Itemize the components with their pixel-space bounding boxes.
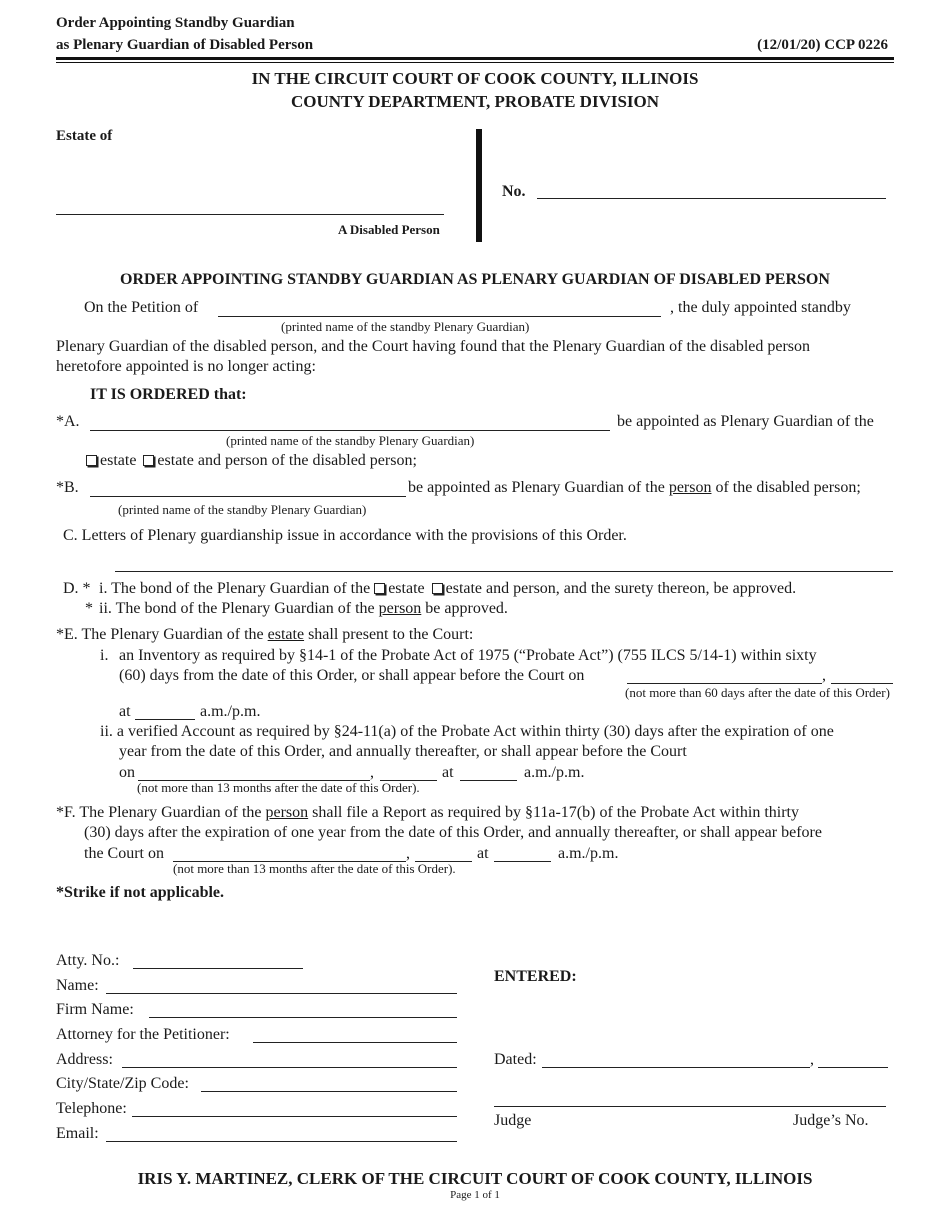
item-b-tail [408,479,861,497]
attorney-for-line[interactable] [253,1042,457,1043]
atty-no-label: Atty. No.: [56,952,120,969]
dated-label: Dated: [494,1051,537,1068]
bond-estate-label: estate [388,580,425,597]
inventory-time-line[interactable] [135,719,195,720]
item-d-ii [99,600,508,618]
item-b-name-line[interactable] [90,496,406,497]
item-c-line[interactable] [115,571,893,572]
petition-lead: On the Petition of [84,299,199,316]
petition-body-line1: Plenary Guardian of the disabled person, and the Court having found that the Plenary Guardian of the disabled person [56,338,811,355]
bond-estate-person-checkbox[interactable] [432,583,443,594]
account-time-line[interactable] [460,780,517,781]
disabled-person-label: A Disabled Person [338,222,440,237]
item-b-hint: (printed name of the standby Plenary Guardian) [118,502,367,517]
city-label: City/State/Zip Code: [56,1075,189,1092]
form-title-line2: as Plenary Guardian of Disabled Person [56,37,314,53]
item-e-ii-hint: (not more than 13 months after the date of this Order). [137,780,420,795]
item-d-label: D. * [63,580,91,597]
item-e-i-at: at [119,703,131,720]
petitioner-name-line[interactable] [218,316,661,317]
item-a-hint: (printed name of the standby Plenary Guardian) [226,433,475,448]
item-b-tail-post: of the disabled person; [715,479,861,496]
attorney-for-label: Attorney for the Petitioner: [56,1026,230,1043]
case-no-label: No. [502,183,526,200]
item-e-ii-line1: ii. a verified Account as required by §24-11(a) of the Probate Act within thirty (30) days after the expiration of one [100,723,834,740]
item-e-ii-line2: year from the date of this Order, and annually thereafter, or shall appear before the Court [119,743,687,760]
item-e-i-ampm: a.m./p.m. [200,703,261,720]
item-a-name-line[interactable] [90,430,610,431]
item-e-i-hint: (not more than 60 days after the date of this Order) [625,685,890,700]
email-label: Email: [56,1125,99,1142]
item-a-label: *A. [56,413,80,430]
petitioner-hint: (printed name of the standby Plenary Guardian) [281,319,530,334]
name-line[interactable] [106,993,457,994]
court-name: IN THE CIRCUIT COURT OF COOK COUNTY, ILLINOIS [251,69,699,88]
item-d-i-post: estate and person, and the surety thereon, be approved. [445,580,797,597]
item-e-estate: estate [267,626,305,643]
report-time-line[interactable] [494,861,551,862]
address-line[interactable] [122,1067,457,1068]
inventory-year-line[interactable] [831,683,893,684]
case-no-line[interactable] [537,198,886,199]
item-a-options [86,452,417,470]
ordered-heading: IT IS ORDERED that: [90,386,247,403]
header-rule-thick [56,57,894,60]
inventory-date-line[interactable] [627,683,822,684]
city-line[interactable] [201,1091,457,1092]
caption-divider [476,129,482,242]
item-f-hint: (not more than 13 months after the date of this Order). [173,861,456,876]
item-d-i [99,580,796,598]
firm-label: Firm Name: [56,1001,134,1018]
estate-option-label: estate [100,452,137,469]
order-title: ORDER APPOINTING STANDBY GUARDIAN AS PLENARY GUARDIAN OF DISABLED PERSON [120,271,830,288]
item-e-pre: *E. The Plenary Guardian of the [56,626,264,643]
item-b-tail-pre: be appointed as Plenary Guardian of the [408,479,665,496]
item-f-at: at [477,845,489,862]
estate-person-option-label: estate and person of the disabled person; [157,452,417,469]
item-e-ii-ampm: a.m./p.m. [524,764,585,781]
email-line[interactable] [106,1141,457,1142]
form-title-line1: Order Appointing Standby Guardian [56,15,295,31]
item-a-tail: be appointed as Plenary Guardian of the [617,413,874,430]
item-e-ii-at: at [442,764,454,781]
item-e-i-line1: an Inventory as required by §14-1 of the Probate Act of 1975 (“Probate Act”) (755 ILCS 5/14-1) within sixty [119,647,817,664]
item-d-ii-label: * [85,600,93,617]
estate-person-checkbox[interactable] [143,455,154,466]
telephone-label: Telephone: [56,1100,127,1117]
court-division: COUNTY DEPARTMENT, PROBATE DIVISION [290,92,660,111]
petition-body-line2: heretofore appointed is no longer acting: [56,358,316,375]
telephone-line[interactable] [132,1116,457,1117]
page-number: Page 1 of 1 [450,1189,500,1201]
estate-of-label: Estate of [56,128,113,144]
estate-name-line[interactable] [56,214,444,215]
item-d-ii-person: person [378,600,422,617]
dated-year-line[interactable] [818,1067,888,1068]
item-b-person: person [668,479,712,496]
address-label: Address: [56,1051,113,1068]
item-f-person: person [265,804,309,821]
petition-tail: , the duly appointed standby [670,299,851,316]
dated-line[interactable] [542,1067,810,1068]
item-e-post: shall present to the Court: [308,626,474,643]
judge-signature-line[interactable] [494,1106,886,1107]
item-e-i-num: i. [100,647,109,664]
judge-label: Judge [494,1112,532,1129]
item-b-label: *B. [56,479,79,496]
name-label: Name: [56,977,99,994]
item-f-pre: *F. The Plenary Guardian of the [56,804,262,821]
item-e-label [56,626,473,644]
item-d-ii-pre: ii. The bond of the Plenary Guardian of the [99,600,375,617]
item-d-i-pre: i. The bond of the Plenary Guardian of the [99,580,371,597]
judge-no-label: Judge’s No. [793,1112,869,1129]
item-e-ii-on: on [119,764,135,781]
item-c: C. Letters of Plenary guardianship issue in accordance with the provisions of this Order. [63,527,627,544]
estate-checkbox[interactable] [86,455,97,466]
atty-no-line[interactable] [133,968,303,969]
clerk-footer: IRIS Y. MARTINEZ, CLERK OF THE CIRCUIT COURT OF COOK COUNTY, ILLINOIS [137,1169,813,1188]
item-f-post: shall file a Report as required by §11a-17(b) of the Probate Act within thirty [312,804,799,821]
item-d-ii-post: be approved. [425,600,508,617]
header-rule-thin [56,62,894,63]
entered-label: ENTERED: [494,968,577,985]
form-code: (12/01/20) CCP 0226 [757,37,888,53]
item-f-line3: the Court on [84,845,164,862]
firm-line[interactable] [149,1017,457,1018]
item-f-line2: (30) days after the expiration of one year from the date of this Order, and annually thereafter, or shall appear before [84,824,822,841]
bond-estate-checkbox[interactable] [374,583,385,594]
item-f-line1 [56,804,799,822]
strike-note: *Strike if not applicable. [56,884,225,901]
item-e-i-line2: (60) days from the date of this Order, or shall appear before the Court on [119,667,585,684]
item-f-ampm: a.m./p.m. [558,845,619,862]
